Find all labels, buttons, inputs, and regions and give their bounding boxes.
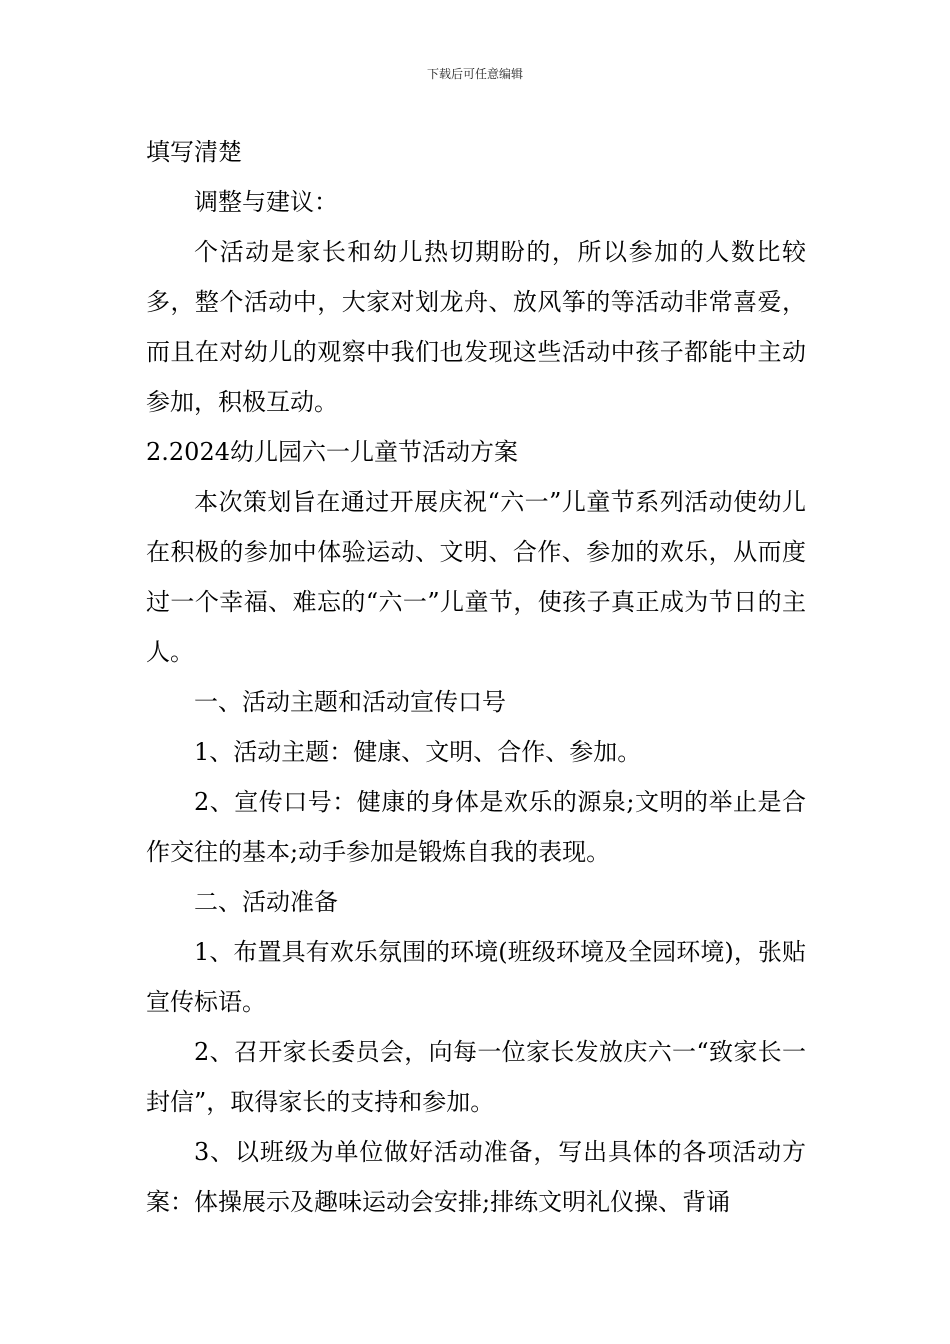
section-heading: 2.2024幼儿园六一儿童节活动方案 xyxy=(146,438,518,466)
paragraph-12: 3、以班级为单位做好活动准备，写出具体的各项活动方案：体操展示及趣味运动会安排;排练文明礼仪操、背诵 xyxy=(146,1138,806,1216)
paragraph-8: 2、宣传口号：健康的身体是欢乐的源泉;文明的举止是合作交往的基本;动手参加是锻炼自我的表现。 xyxy=(146,788,806,866)
paragraph-10: 1、布置具有欢乐氛围的环境(班级环境及全园环境)，张贴宣传标语。 xyxy=(146,938,806,1016)
paragraph-2: 调整与建议： xyxy=(194,188,338,216)
document-body xyxy=(146,127,806,1227)
paragraph-11: 2、召开家长委员会，向每一位家长发放庆六一“致家长一封信”，取得家长的支持和参加。 xyxy=(146,1038,806,1116)
paragraph-1: 填写清楚 xyxy=(146,138,242,166)
subheading-preparation: 二、活动准备 xyxy=(194,888,338,916)
paragraph-3: 个活动是家长和幼儿热切期盼的，所以参加的人数比较多，整个活动中，大家对划龙舟、放风筝的等活动非常喜爱，而且在对幼儿的观察中我们也发现这些活动中孩子都能中主动参加，积极互动。 xyxy=(146,238,806,416)
paragraph-5: 本次策划旨在通过开展庆祝“六一”儿童节系列活动使幼儿在积极的参加中体验运动、文明、合作、参加的欢乐，从而度过一个幸福、难忘的“六一”儿童节，使孩子真正成为节日的主人。 xyxy=(146,488,806,666)
paragraph-7: 1、活动主题：健康、文明、合作、参加。 xyxy=(194,738,642,766)
page-header: 下载后可任意编辑 xyxy=(426,67,523,81)
subheading-theme: 一、活动主题和活动宣传口号 xyxy=(194,688,506,716)
